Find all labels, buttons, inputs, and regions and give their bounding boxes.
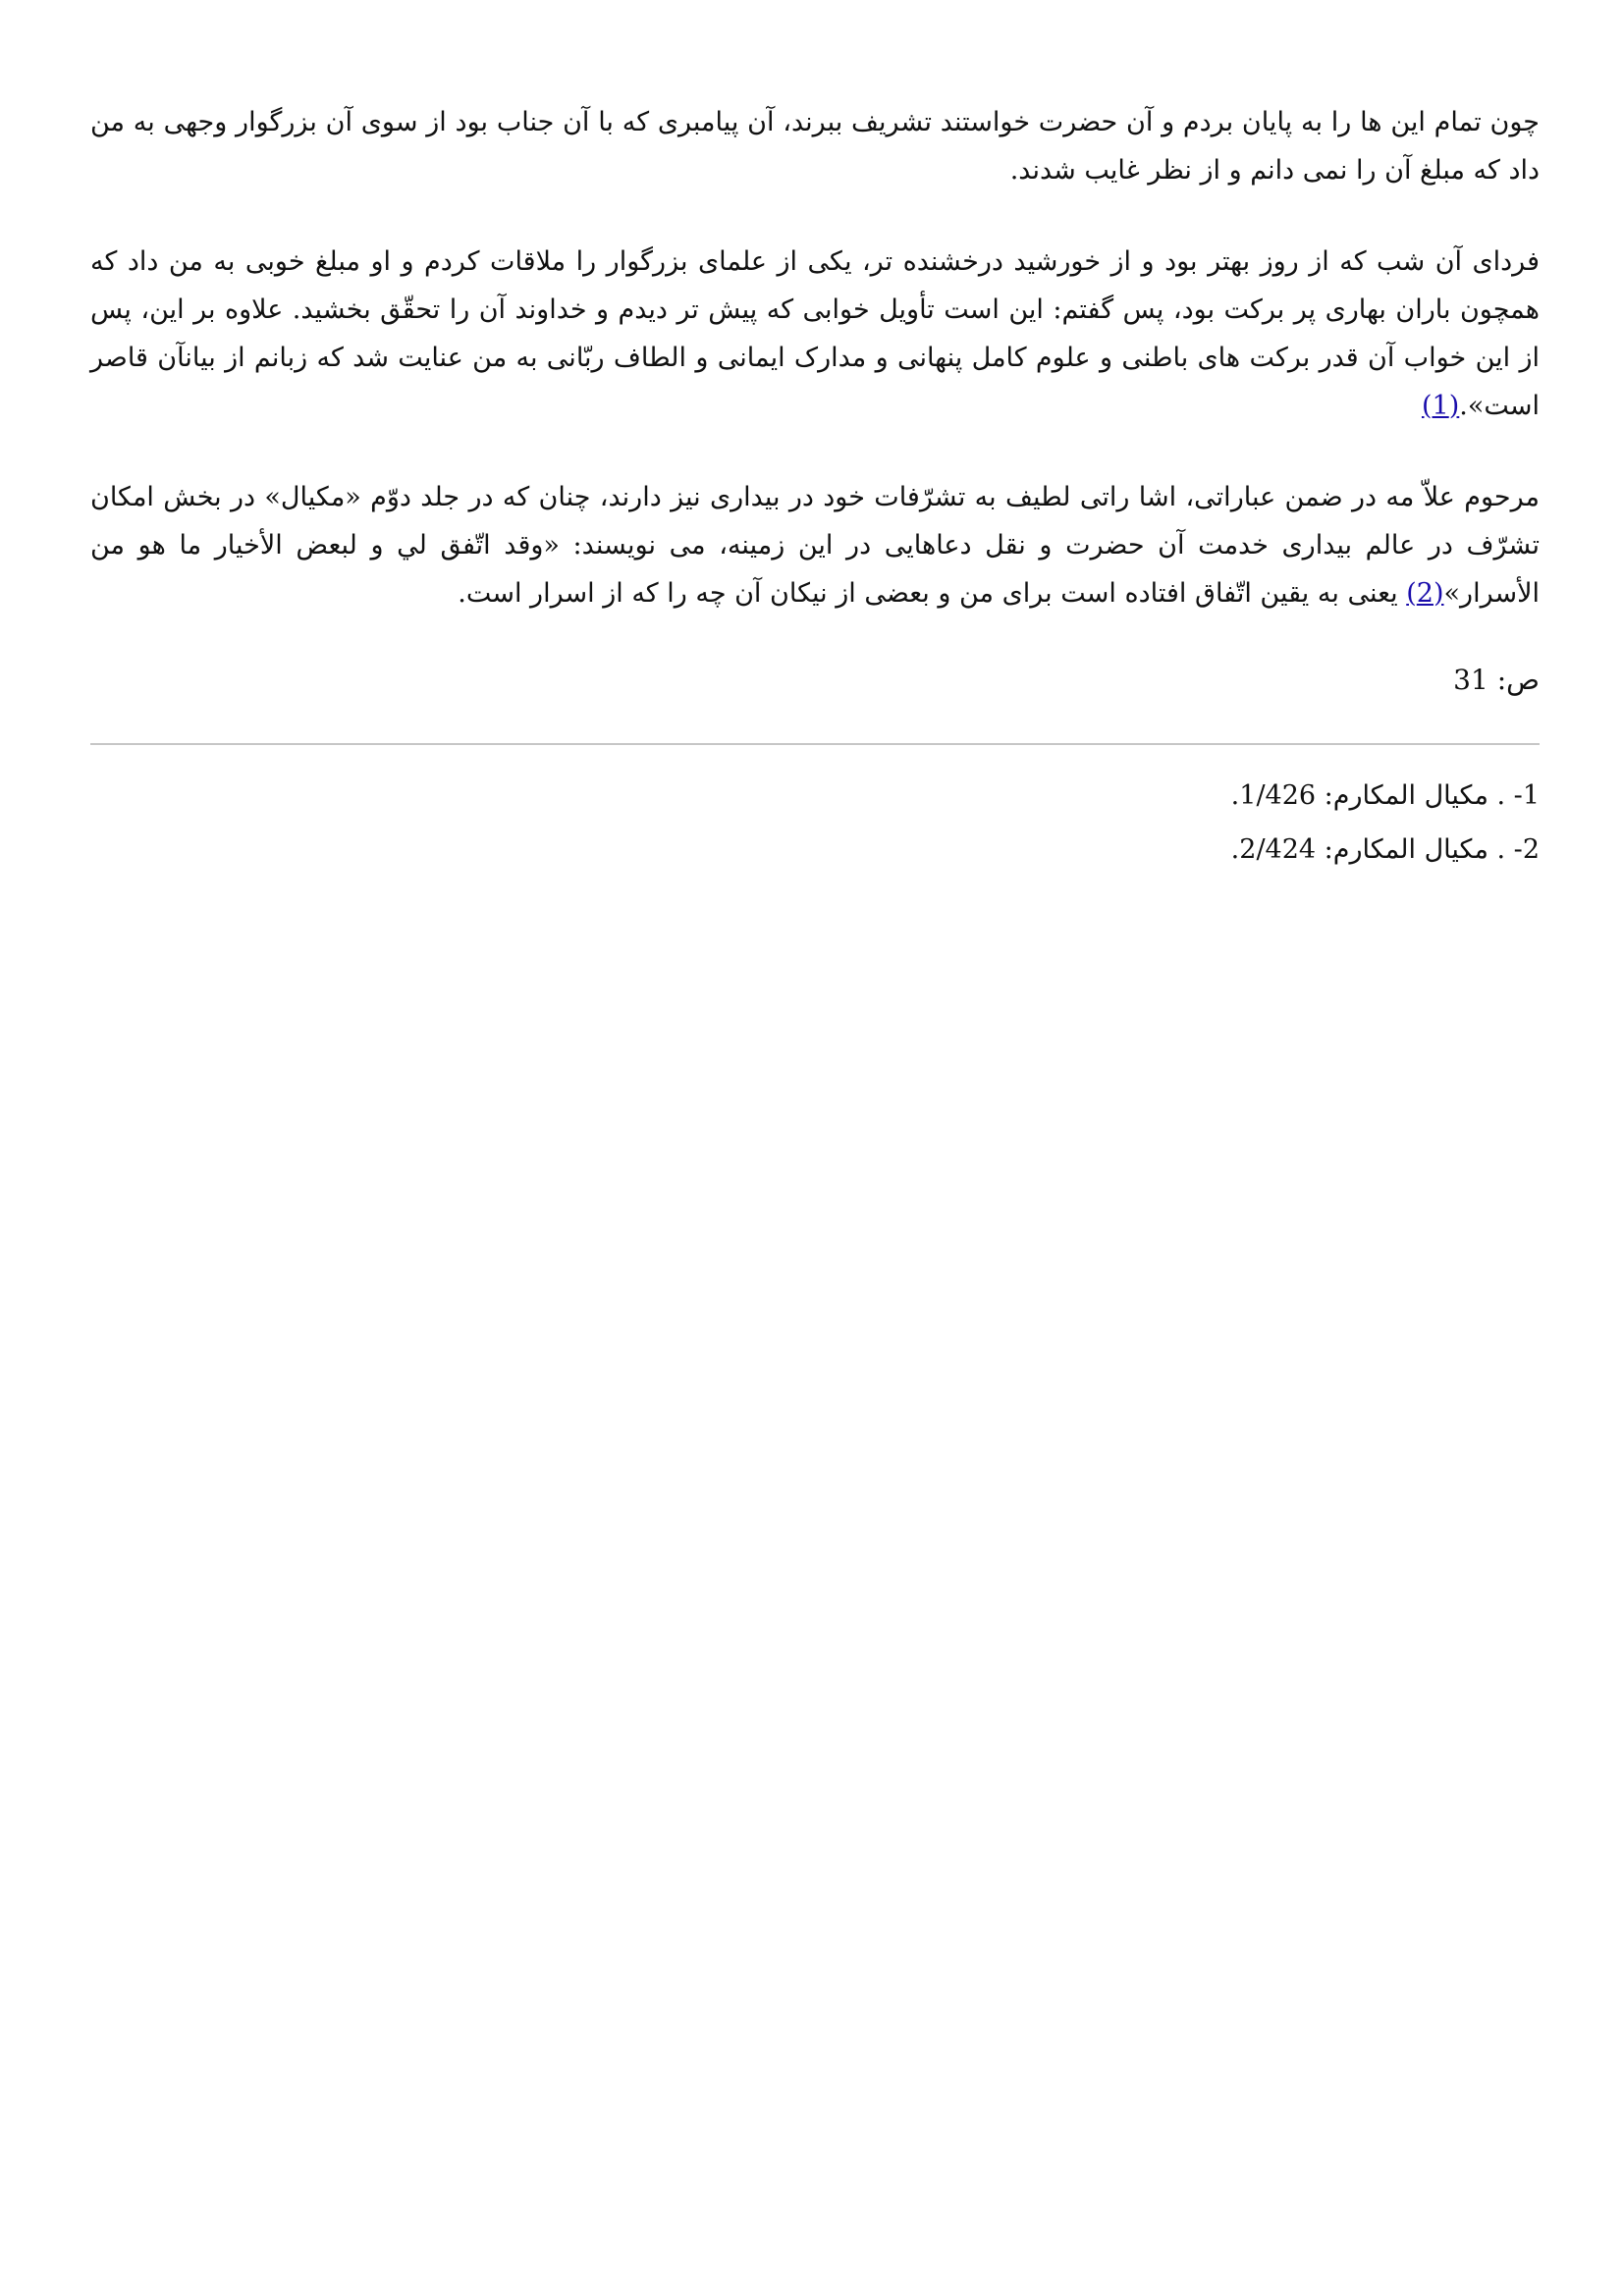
paragraph-text: مرحوم علاّ مه در ضمن عباراتی، اشا راتی لطیف به تشرّفات خود در بیداری نیز دارند، چنان که در جلد دوّم «مکیال» در بخش امکان تشرّف در عالم بیداری خدمت آن حضرت و نقل دعاهایی در این زمینه، می نویسند: «وقد اتّفق لي و لبعض الأخيار ما هو من الأسرار» [90,482,1540,609]
footnote: 2- . مکیال المکارم: 2/424. [1230,834,1540,865]
paragraph-text: فردای آن شب که از روز بهتر بود و از خورشید درخشنده تر، یکی از علمای بزرگوار را ملاقات کردم و او مبلغ خوبی به من داد که همچون باران بهاری پر برکت بود، پس گفتم: این است تأویل خوابی که پیش تر دیدم و خداوند آن را تحقّق بخشید. علاوه بر این، پس از این خواب آن قدر برکت های باطنی و علوم کامل پنهانی و مدارک ایمانی و الطاف ربّانی به من عنایت شد که زبانم از بیانآن قاصر است». [90,246,1540,421]
footnote-divider [90,743,1540,745]
paragraph [90,238,1540,430]
paragraph-text: چون تمام این ها را به پایان بردم و آن حضرت خواستند تشریف ببرند، آن پیامبری که با آن جناب بود از سوی آن بزرگوار وجهی به من داد که مبلغ آن را نمی دانم و از نظر غایب شدند. [90,107,1540,186]
footnote-link[interactable]: (2) [1406,578,1444,609]
footnote: 1- . مکیال المکارم: 1/426. [1230,780,1540,811]
footnote-list [90,769,1540,877]
paragraph [90,98,1540,194]
paragraph [90,473,1540,617]
page-number: ص: 31 [1453,664,1540,696]
paragraph-text: یعنی به یقین اتّفاق افتاده است برای من و بعضی از نیکان آن چه را که از اسرار است. [458,578,1407,609]
footnote-link[interactable]: (1) [1421,391,1460,421]
body-text [90,98,1540,617]
document-page [90,98,1540,877]
